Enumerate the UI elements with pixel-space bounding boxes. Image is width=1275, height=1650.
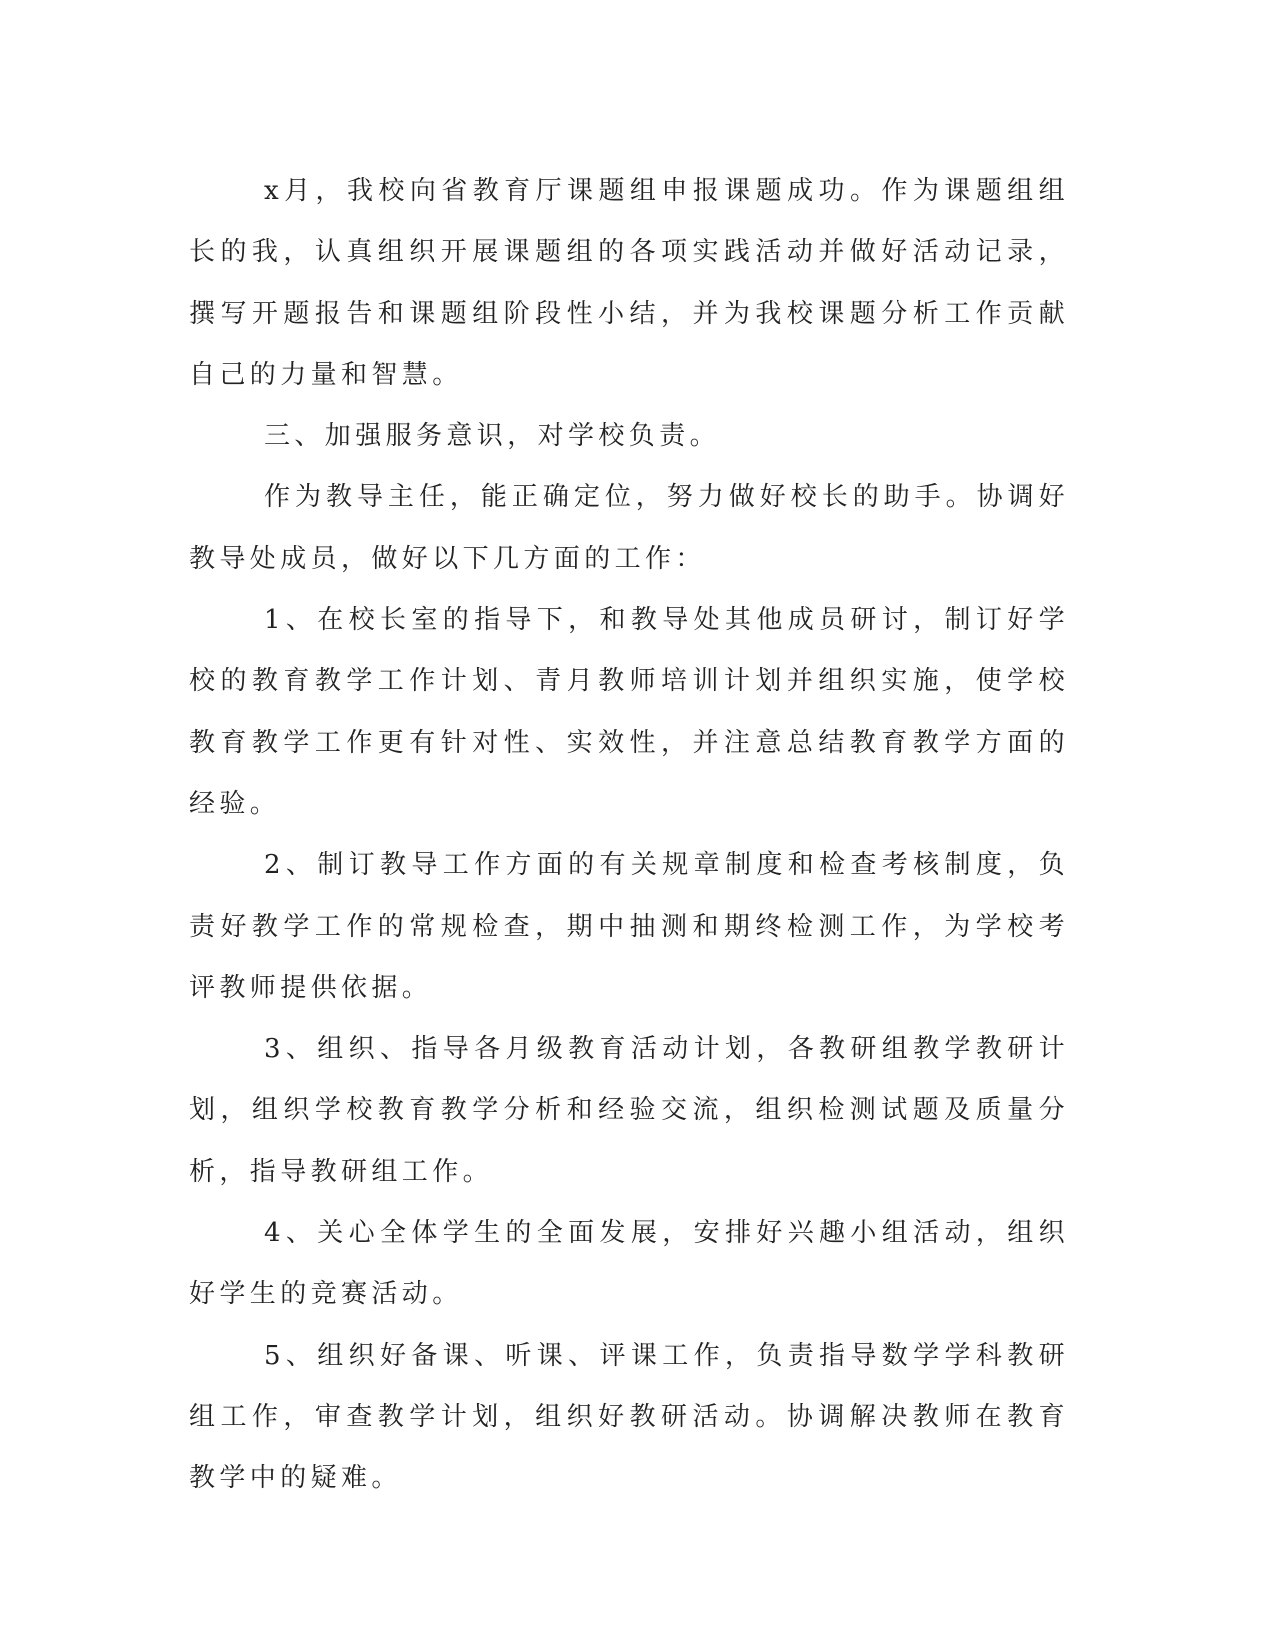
paragraph-role-intro: 作为教导主任，能正确定位，努力做好校长的助手。协调好教导处成员，做好以下几方面的工作： bbox=[189, 482, 1069, 574]
list-item-5: 5、组织好备课、听课、评课工作，负责指导数学学科教研组工作，审查教学计划，组织好教研活动。协调解决教师在教育教学中的疑难。 bbox=[189, 1340, 1069, 1494]
list-item-4: 4、关心全体学生的全面发展，安排好兴趣小组活动，组织好学生的竞赛活动。 bbox=[189, 1218, 1069, 1310]
list-item-2: 2、制订教导工作方面的有关规章制度和检查考核制度，负责好教学工作的常规检查，期中抽测和期终检测工作，为学校考评教师提供依据。 bbox=[189, 850, 1069, 1003]
list-item-1: 1、在校长室的指导下，和教导处其他成员研讨，制订好学校的教育教学工作计划、青月教师培训计划并组织实施，使学校教育教学工作更有针对性、实效性，并注意总结教育教学方面的经验。 bbox=[189, 605, 1069, 819]
list-item-3: 3、组织、指导各月级教育活动计划，各教研组教学教研计划，组织学校教育教学分析和经验交流，组织检测试题及质量分析，指导教研组工作。 bbox=[189, 1034, 1069, 1187]
document-body bbox=[189, 161, 1069, 1510]
section-heading-service-awareness: 三、加强服务意识，对学校负责。 bbox=[264, 421, 721, 452]
paragraph-research-project: x月，我校向省教育厅课题组申报课题成功。作为课题组组长的我，认真组织开展课题组的各项实践活动并做好活动记录，撰写开题报告和课题组阶段性小结，并为我校课题分析工作贡献自己的力量和智慧。 bbox=[189, 176, 1069, 390]
